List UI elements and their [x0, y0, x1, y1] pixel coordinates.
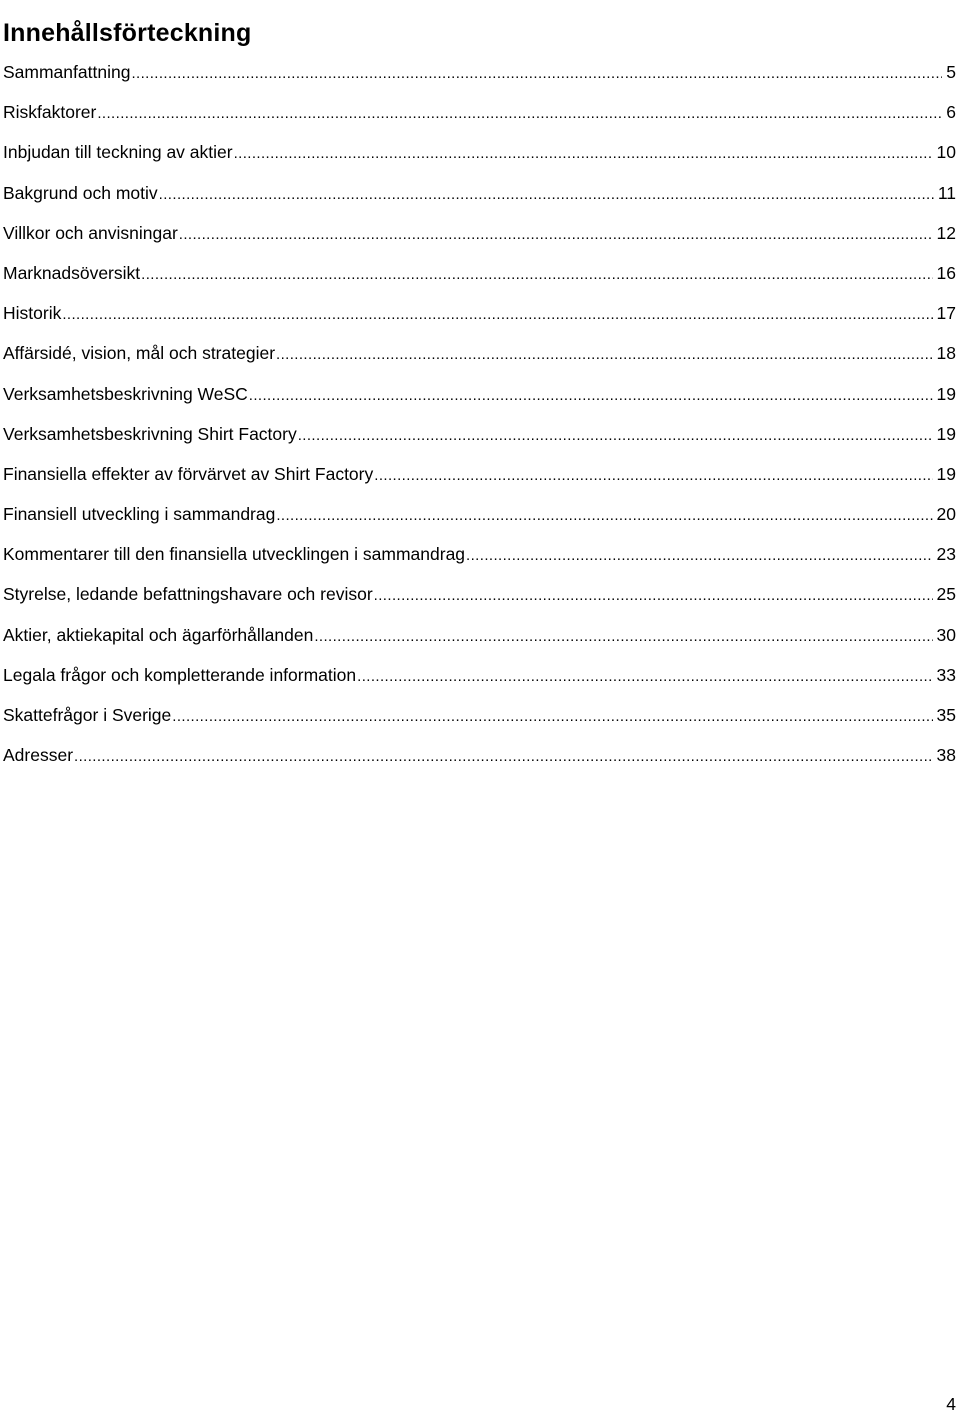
toc-entry-label: Riskfaktorer	[3, 102, 97, 123]
toc-entry-page: 23	[936, 544, 956, 565]
toc-entry-page: 11	[937, 182, 956, 203]
toc-entry[interactable]	[3, 660, 956, 700]
toc-dot-leader	[74, 742, 933, 772]
toc-dot-leader	[131, 59, 942, 89]
toc-entry-page: 35	[936, 705, 956, 725]
toc-entry-page: 12	[936, 222, 956, 243]
toc-entry[interactable]	[3, 379, 956, 419]
toc-entry-page: 16	[936, 262, 956, 283]
toc-entry-label: Bakgrund och motiv	[3, 182, 158, 203]
toc-entry[interactable]	[3, 97, 956, 137]
toc-entry-label: Legala frågor och kompletterande information	[3, 664, 357, 685]
toc-entry-label: Styrelse, ledande befattningshavare och revisor	[3, 584, 373, 605]
toc-entry-label: Finansiell utveckling i sammandrag	[3, 504, 276, 525]
toc-dot-leader	[298, 421, 933, 451]
toc-entry[interactable]	[3, 338, 956, 378]
toc-entry-page: 38	[936, 745, 956, 766]
toc-entry-label: Aktier, aktiekapital och ägarförhållanden	[3, 624, 314, 645]
toc-entry-label: Inbjudan till teckning av aktier	[3, 142, 233, 163]
toc-entry-page: 19	[936, 463, 956, 484]
toc-entry-page: 20	[936, 504, 956, 525]
toc-entry-label: Finansiella effekter av förvärvet av Shirt Factory	[3, 463, 374, 484]
toc-dot-leader	[357, 662, 932, 692]
toc-dot-leader	[172, 702, 932, 732]
toc-entry-label: Sammanfattning	[3, 62, 131, 82]
toc-entry-page: 6	[946, 102, 956, 123]
toc-dot-leader	[374, 581, 933, 611]
toc-dot-leader	[179, 220, 933, 250]
toc-entry-page: 30	[936, 624, 956, 645]
toc-dot-leader	[234, 139, 933, 169]
page-title: Innehållsförteckning	[3, 18, 252, 47]
toc-dot-leader	[97, 99, 942, 129]
toc-entry-page: 17	[936, 303, 956, 324]
toc-entry-label: Skattefrågor i Sverige	[3, 705, 172, 725]
toc-dot-leader	[276, 340, 933, 370]
toc-entry[interactable]	[3, 178, 956, 218]
toc-entry[interactable]	[3, 218, 956, 258]
toc-entry-label: Verksamhetsbeskrivning Shirt Factory	[3, 423, 297, 444]
toc-entry-label: Kommentarer till den finansiella utvecklingen i sammandrag	[3, 544, 466, 565]
toc-dot-leader	[374, 461, 932, 491]
toc-entry-page: 5	[946, 62, 956, 82]
toc-entry[interactable]	[3, 620, 956, 660]
toc-entry-page: 19	[936, 383, 956, 404]
toc-entry[interactable]	[3, 579, 956, 619]
toc-entry[interactable]	[3, 57, 956, 97]
toc-entry-label: Adresser	[3, 745, 74, 766]
page-number: 4	[946, 1394, 956, 1414]
toc-entry[interactable]	[3, 258, 956, 298]
toc-entry[interactable]	[3, 298, 956, 338]
toc-entry[interactable]	[3, 740, 956, 780]
toc-entry-label: Historik	[3, 303, 62, 324]
toc-entry-label: Villkor och anvisningar	[3, 222, 178, 243]
toc-entry-page: 25	[936, 584, 956, 605]
table-of-contents	[3, 57, 956, 780]
toc-entry-page: 10	[936, 142, 956, 163]
toc-dot-leader	[249, 381, 933, 411]
toc-entry-label: Verksamhetsbeskrivning WeSC	[3, 383, 248, 404]
toc-dot-leader	[62, 300, 932, 330]
toc-entry-page: 19	[936, 423, 956, 444]
toc-entry[interactable]	[3, 539, 956, 579]
toc-dot-leader	[141, 260, 932, 290]
toc-dot-leader	[314, 622, 932, 652]
toc-entry[interactable]	[3, 137, 956, 177]
toc-entry[interactable]	[3, 499, 956, 539]
toc-entry-label: Affärsidé, vision, mål och strategier	[3, 343, 276, 364]
toc-entry-page: 18	[936, 343, 956, 364]
toc-entry[interactable]	[3, 459, 956, 499]
toc-entry[interactable]	[3, 700, 956, 740]
toc-dot-leader	[159, 180, 934, 210]
toc-dot-leader	[466, 541, 932, 571]
toc-dot-leader	[276, 501, 932, 531]
toc-entry-page: 33	[936, 664, 956, 685]
toc-entry[interactable]	[3, 419, 956, 459]
toc-entry-label: Marknadsöversikt	[3, 262, 141, 283]
